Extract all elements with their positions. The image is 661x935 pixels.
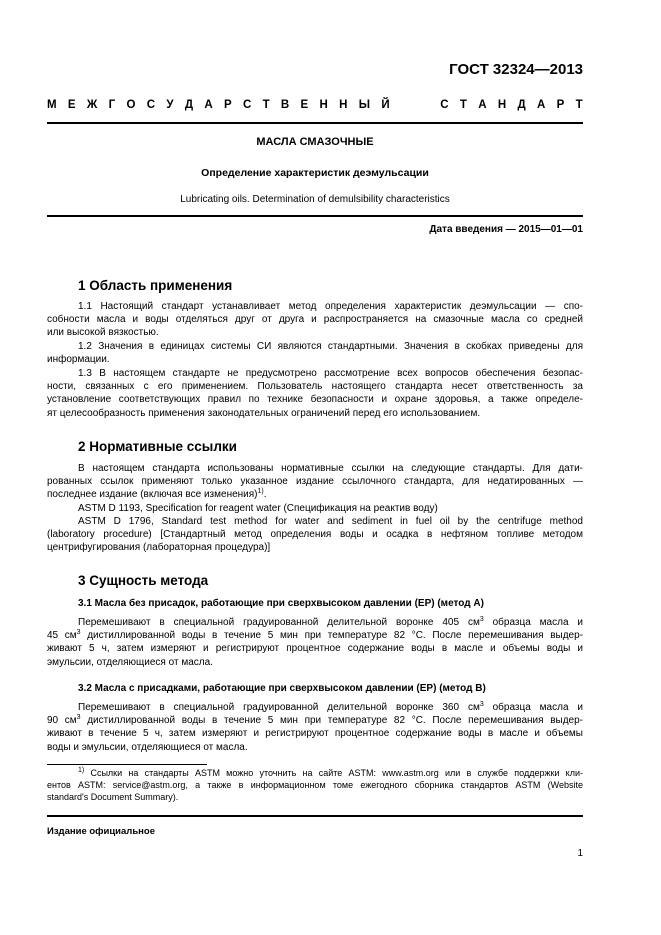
document-subtitle: Определение характеристик деэмульсации <box>201 167 429 179</box>
standard-number: ГОСТ 32324—2013 <box>449 61 583 78</box>
paragraph-2-intro: В настоящем стандарта использованы нормативные ссылки на следующие стандарты. Для дати- рованных ссылок применяют только указанное издание ссылочного стандарта, для недатированных — последнее издание (включая все изменения)$^{1)}$. <box>47 463 583 501</box>
introduction-date: Дата введения — 2015—01—01 <box>429 224 583 235</box>
section-2-heading: 2 Нормативные ссылки <box>78 439 237 454</box>
footnote-separator <box>47 764 207 765</box>
header-rule <box>47 122 583 124</box>
paragraph-3-2: Перемешивают в специальной градуированной делительной воронке 360 $см^3$ образца масла и 90 $см^3$ дистиллированной воды в течение 5 мин при температуре 82 °С. После перемешивания выдер- живают в течение 5 ч, затем измеряют и регистрируют процентное содержание воды в масле и объемы воды и эмульсии, отделяющиеся от масла. <box>47 701 583 753</box>
document-title: МАСЛА СМАЗОЧНЫЕ <box>256 136 374 148</box>
title-rule <box>47 215 583 217</box>
page-number: 1 <box>577 848 583 859</box>
paragraph-1-3: 1.3 В настоящем стандарте не предусмотрено рассмотрение всех вопросов обеспечения безопас- ности, связанных с его применением. Пользователь настоящего стандарта несет ответственность за установление соответствующих правил по технике безопасности и охране здоровья, а также определе- ят целесообразность применения законодательных ограничений перед его использованием. <box>47 368 583 419</box>
document-title-english: Lubricating oils. Determination of demulsibility characteristics <box>180 194 450 205</box>
official-edition-label: Издание официальное <box>47 826 155 837</box>
subsection-3-1-heading: 3.1 Масла без присадок, работающие при сверхвысоком давлении (ЕР) (метод А) <box>78 598 484 609</box>
section-3-heading: 3 Сущность метода <box>78 573 209 588</box>
footnote: $^{1)}$ Ссылки на стандарты ASTM можно уточнить на сайте ASTM: www.astm.org или в службе поддержки кли- ентов ASTM: service@astm.org, а также в информационном томе ежегодного сборника стандартов ASTM (Website standard's Document Summary). <box>47 767 583 802</box>
subsection-3-2-heading: 3.2 Масла с присадками, работающие при сверхвысоком давлении (ЕР) (метод В) <box>78 683 486 694</box>
section-1-heading: 1 Область применения <box>78 278 233 293</box>
reference-astm-d1193: ASTM D 1193, Specification for reagent water (Спецификация на реактив воду) <box>78 503 438 514</box>
paragraph-1-2: 1.2 Значения в единицах системы СИ являются стандартными. Значения в скобках приведены для информации. <box>47 341 583 366</box>
interstate-standard-banner: М Е Ж Г О С У Д А Р С Т В Е Н Н Ы Й С Т А Н Д А Р Т <box>47 99 583 111</box>
footnote-reference[interactable]: 1) <box>257 488 264 496</box>
paragraph-1-1: 1.1 Настоящий стандарт устанавливает метод определения характеристик деэмульсации — спо- собности масла и воды отделяться друг от друга и распространяется на смазочные масла со средней или высокой вязкостью. <box>47 301 583 339</box>
reference-astm-d1796: ASTM D 1796, Standard test method for water and sediment in fuel oil by the centrifuge method (laboratory procedure) [Стандартный метод определения воды и осадка в нефтяном топливе методом центрифугирования (лабораторная процедура)] <box>47 516 583 554</box>
paragraph-3-1: Перемешивают в специальной градуированной делительной воронке 405 $см^3$ образца масла и 45 $см^3$ дистиллированной воды в течение 5 мин при температуре 82 °С. После перемешивания выдер- живают 5 ч, затем измеряют и регистрируют процентное содержание воды в масле и объемы воды и эмульсии, отделяющиеся от масла. <box>47 616 583 668</box>
footer-rule <box>47 815 583 817</box>
